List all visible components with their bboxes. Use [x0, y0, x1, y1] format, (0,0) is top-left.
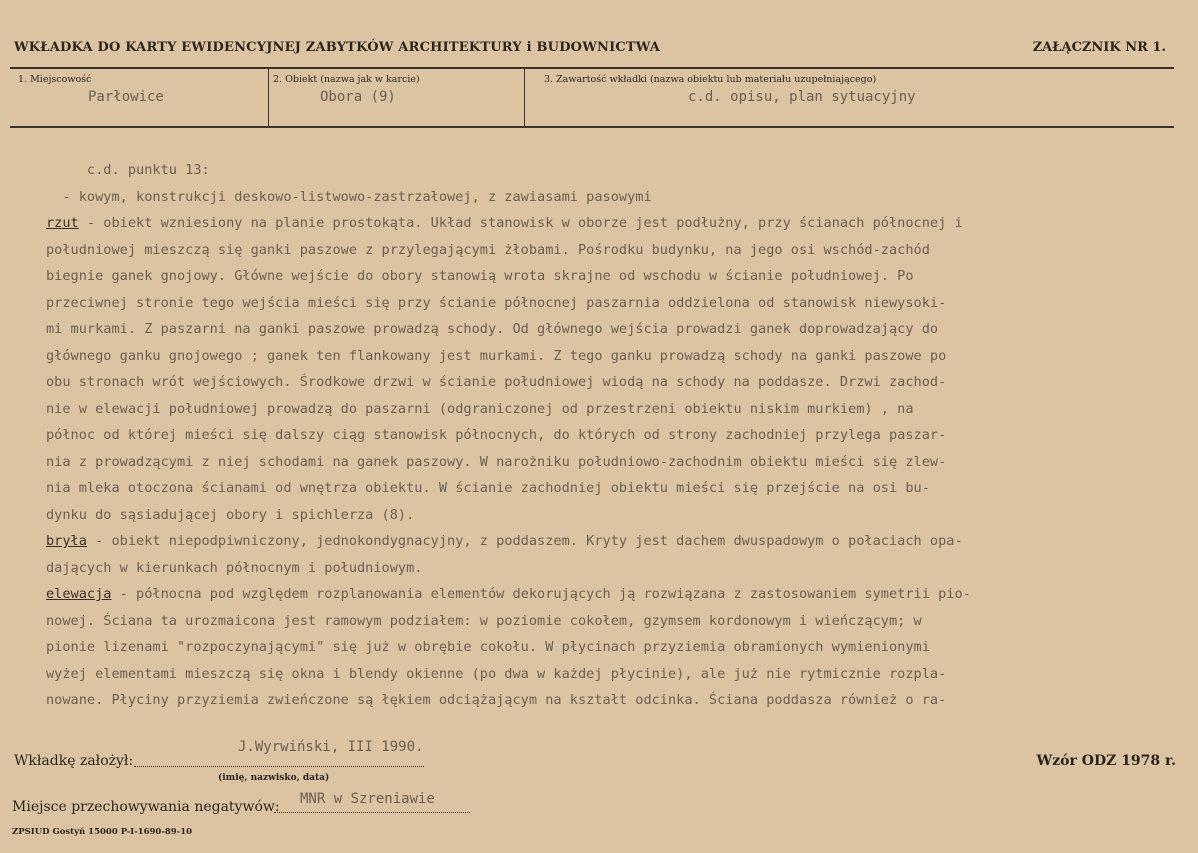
text-line [46, 558, 422, 578]
text-line [46, 531, 963, 551]
text-line [46, 505, 414, 525]
field-separator [524, 69, 525, 126]
founder-label: Wkładkę założył: [14, 753, 134, 769]
line-text: - kowym, konstrukcji deskowo-listwowo-zastrzałowej, z zawiasami pasowymi [46, 188, 652, 205]
fields-divider [10, 126, 1174, 128]
line-text: - północna pod względem rozplanowania elementów dekorujących ją rozwiązana z zastosowaniem symetrii pio- [111, 586, 971, 602]
text-line [46, 690, 946, 710]
section-keyword: bryła [46, 533, 87, 549]
line-text: - obiekt niepodpiwniczony, jednokondygnacyjny, z poddaszem. Kryty jest dachem dwuspadowym o połaciach opa- [86, 533, 963, 549]
header-divider [10, 67, 1174, 69]
text-line [46, 425, 946, 445]
negatives-value: MNR w Szreniawie [300, 791, 435, 807]
text-line [46, 611, 922, 631]
line-text: nowej. Ściana ta urozmaicona jest ramowym podziałem: w poziomie cokołem, gzymsem kordonowym i wieńczącym; w [46, 612, 922, 629]
text-line [46, 478, 930, 498]
negatives-label: Miejsce przechowywania negatywów: [12, 799, 280, 815]
field-separator [268, 69, 269, 126]
printer-imprint: ZPSIUD Gostyń 15000 P-I-1690-89-10 [12, 827, 193, 837]
line-text: południowej mieszczą się ganki paszowe z przylegającymi żłobami. Pośrodku budynku, na jego osi wschód-zachód [46, 241, 930, 258]
line-text: północ od której mieści się dalszy ciąg stanowisk północnych, do których od strony zachodniej przylega paszar- [46, 427, 947, 443]
object-label: 2. Obiekt (nazwa jak w karcie) [273, 74, 420, 85]
form-title: WKŁADKA DO KARTY EWIDENCYJNEJ ZABYTKÓW ARCHITEKTURY i BUDOWNICTWA [14, 40, 661, 55]
text-line [46, 452, 946, 472]
founder-value: J.Wyrwiński, III 1990. [238, 739, 424, 755]
line-text: mi murkami. Z paszarni na ganki paszowe prowadzą schody. Od głównego wejścia prowadzi ganek doprowadzający do [46, 321, 939, 337]
text-line [46, 160, 210, 180]
line-text: dynku do sąsiadującej obory i spichlerza (8). [46, 506, 415, 523]
section-keyword: elewacja [46, 586, 112, 602]
section-keyword: rzut [46, 215, 79, 231]
insert-content-label: 3. Zawartość wkładki (nazwa obiektu lub materiału uzupełniającego) [544, 74, 877, 85]
text-line [46, 293, 946, 313]
founder-dotted-line [134, 766, 424, 767]
text-line [46, 399, 914, 419]
line-text: - obiekt wzniesiony na planie prostokąta. Układ stanowisk w oborze jest podłużny, przy ścianach północnej i [78, 215, 963, 231]
text-line [46, 240, 930, 260]
text-line [46, 372, 946, 392]
text-line [46, 346, 946, 366]
locality-value: Parłowice [88, 89, 164, 105]
text-line [46, 187, 652, 207]
founder-caption: (imię, nazwisko, data) [218, 773, 330, 783]
text-line [46, 319, 938, 339]
line-text: pionie lizenami "rozpoczynającymi" się już w obrębie cokołu. W płycinach przyziemia obramionych wymienionymi [46, 639, 930, 655]
text-line [46, 637, 930, 657]
line-text: nie w elewacji południowej prowadzą do paszarni (odgraniczonej od przestrzeni obiektu niskim murkiem) , na [46, 400, 914, 417]
line-text: c.d. punktu 13: [46, 162, 210, 178]
text-line [46, 213, 963, 233]
line-text: dających w kierunkach północnym i południowym. [46, 559, 423, 576]
line-text: nowane. Płyciny przyziemia zwieńczone są łękiem odciążającym na kształt odcinka. Ściana poddasza również o ra- [46, 692, 947, 708]
annex-number: ZAŁĄCZNIK NR 1. [1032, 40, 1166, 55]
insert-content-value: c.d. opisu, plan sytuacyjny [688, 89, 916, 105]
line-text: nia z prowadzącymi z niej schodami na ganek paszowy. W narożniku południowo-zachodnim obiektu mieści się zlew- [46, 453, 947, 470]
line-text: głównego ganku gnojowego ; ganek ten flankowany jest murkami. Z tego ganku prowadzą schody na ganki paszowe po [46, 347, 947, 364]
line-text: nia mleka otoczona ścianami od wnętrza obiektu. W ścianie zachodniej obiektu mieści się przejście na osi bu- [46, 480, 930, 496]
text-line [46, 664, 946, 684]
line-text: przeciwnej stronie tego wejścia mieści się przy ścianie północnej paszarnia oddzielona od stanowisk niewysoki- [46, 294, 947, 311]
negatives-dotted-line [274, 812, 470, 813]
line-text: obu stronach wrót wejściowych. Środkowe drzwi w ścianie południowej wiodą na schody na poddasze. Drzwi zachod- [46, 374, 947, 390]
line-text: biegnie ganek gnojowy. Główne wejście do obory stanowią wrota skrajne od wschodu w ścianie południowej. Po [46, 268, 914, 284]
text-line [46, 584, 971, 604]
locality-label: 1. Miejscowość [18, 74, 92, 85]
object-value: Obora (9) [320, 89, 396, 105]
line-text: wyżej elementami mieszczą się okna i blendy okienne (po dwa w każdej płycinie), ale już nie rytmicznie rozpla- [46, 665, 947, 682]
text-line [46, 266, 914, 286]
form-model: Wzór ODZ 1978 r. [1036, 753, 1176, 769]
